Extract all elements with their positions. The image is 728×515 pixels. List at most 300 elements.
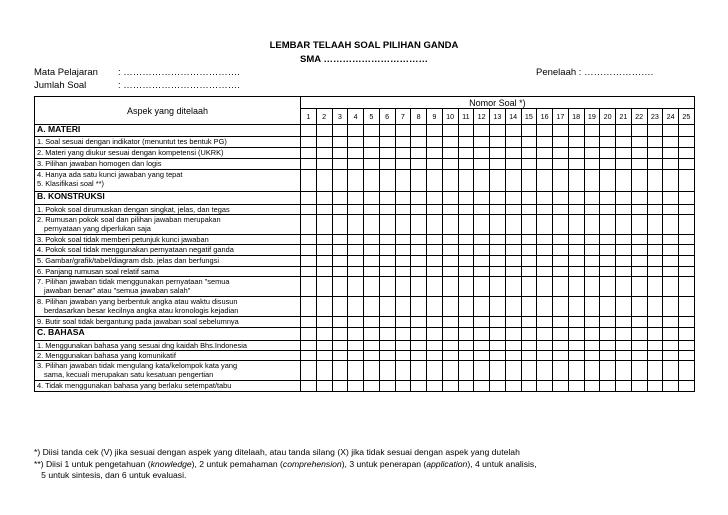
- check-cell[interactable]: [442, 137, 458, 148]
- check-cell[interactable]: [332, 328, 348, 341]
- check-cell[interactable]: [332, 297, 348, 317]
- check-cell[interactable]: [474, 267, 490, 277]
- check-cell[interactable]: [427, 159, 443, 170]
- check-cell[interactable]: [647, 215, 663, 235]
- check-cell[interactable]: [521, 137, 537, 148]
- check-cell[interactable]: [600, 205, 616, 215]
- check-cell[interactable]: [553, 205, 569, 215]
- check-cell[interactable]: [663, 159, 679, 170]
- check-cell[interactable]: [348, 192, 364, 205]
- check-cell[interactable]: [316, 235, 332, 245]
- check-cell[interactable]: [600, 381, 616, 392]
- check-cell[interactable]: [411, 351, 427, 361]
- check-cell[interactable]: [553, 215, 569, 235]
- check-cell[interactable]: [332, 137, 348, 148]
- check-cell[interactable]: [521, 192, 537, 205]
- check-cell[interactable]: [427, 137, 443, 148]
- check-cell[interactable]: [474, 159, 490, 170]
- check-cell[interactable]: [663, 341, 679, 351]
- check-cell[interactable]: [379, 235, 395, 245]
- check-cell[interactable]: [379, 256, 395, 267]
- check-cell[interactable]: [458, 341, 474, 351]
- check-cell[interactable]: [679, 215, 695, 235]
- check-cell[interactable]: [395, 381, 411, 392]
- check-cell[interactable]: [316, 148, 332, 159]
- check-cell[interactable]: [521, 361, 537, 381]
- check-cell[interactable]: [537, 205, 553, 215]
- check-cell[interactable]: [679, 137, 695, 148]
- check-cell[interactable]: [411, 256, 427, 267]
- check-cell[interactable]: [427, 328, 443, 341]
- check-cell[interactable]: [411, 267, 427, 277]
- check-cell[interactable]: [348, 361, 364, 381]
- check-cell[interactable]: [631, 256, 647, 267]
- check-cell[interactable]: [364, 297, 380, 317]
- check-cell[interactable]: [332, 351, 348, 361]
- check-cell[interactable]: [332, 170, 348, 192]
- check-cell[interactable]: [505, 341, 521, 351]
- check-cell[interactable]: [364, 148, 380, 159]
- check-cell[interactable]: [679, 317, 695, 328]
- check-cell[interactable]: [458, 205, 474, 215]
- check-cell[interactable]: [301, 215, 317, 235]
- check-cell[interactable]: [600, 256, 616, 267]
- check-cell[interactable]: [584, 235, 600, 245]
- check-cell[interactable]: [568, 192, 584, 205]
- check-cell[interactable]: [474, 361, 490, 381]
- check-cell[interactable]: [379, 341, 395, 351]
- check-cell[interactable]: [395, 256, 411, 267]
- check-cell[interactable]: [395, 267, 411, 277]
- check-cell[interactable]: [379, 381, 395, 392]
- check-cell[interactable]: [679, 125, 695, 137]
- check-cell[interactable]: [442, 341, 458, 351]
- check-cell[interactable]: [505, 205, 521, 215]
- check-cell[interactable]: [379, 277, 395, 297]
- check-cell[interactable]: [647, 267, 663, 277]
- check-cell[interactable]: [348, 256, 364, 267]
- check-cell[interactable]: [442, 297, 458, 317]
- check-cell[interactable]: [474, 277, 490, 297]
- check-cell[interactable]: [348, 148, 364, 159]
- check-cell[interactable]: [316, 245, 332, 256]
- check-cell[interactable]: [458, 148, 474, 159]
- check-cell[interactable]: [631, 148, 647, 159]
- check-cell[interactable]: [647, 137, 663, 148]
- check-cell[interactable]: [600, 341, 616, 351]
- check-cell[interactable]: [364, 317, 380, 328]
- check-cell[interactable]: [379, 137, 395, 148]
- check-cell[interactable]: [395, 192, 411, 205]
- check-cell[interactable]: [537, 256, 553, 267]
- check-cell[interactable]: [553, 297, 569, 317]
- check-cell[interactable]: [332, 215, 348, 235]
- check-cell[interactable]: [490, 125, 506, 137]
- check-cell[interactable]: [474, 170, 490, 192]
- check-cell[interactable]: [490, 215, 506, 235]
- check-cell[interactable]: [600, 192, 616, 205]
- check-cell[interactable]: [301, 125, 317, 137]
- check-cell[interactable]: [301, 170, 317, 192]
- check-cell[interactable]: [490, 170, 506, 192]
- check-cell[interactable]: [505, 215, 521, 235]
- check-cell[interactable]: [663, 235, 679, 245]
- check-cell[interactable]: [647, 341, 663, 351]
- check-cell[interactable]: [568, 267, 584, 277]
- check-cell[interactable]: [411, 125, 427, 137]
- check-cell[interactable]: [395, 215, 411, 235]
- check-cell[interactable]: [395, 125, 411, 137]
- check-cell[interactable]: [679, 341, 695, 351]
- check-cell[interactable]: [411, 297, 427, 317]
- check-cell[interactable]: [537, 148, 553, 159]
- check-cell[interactable]: [616, 297, 632, 317]
- check-cell[interactable]: [584, 267, 600, 277]
- check-cell[interactable]: [348, 267, 364, 277]
- check-cell[interactable]: [616, 205, 632, 215]
- check-cell[interactable]: [521, 245, 537, 256]
- check-cell[interactable]: [442, 215, 458, 235]
- check-cell[interactable]: [663, 277, 679, 297]
- check-cell[interactable]: [600, 170, 616, 192]
- check-cell[interactable]: [584, 192, 600, 205]
- check-cell[interactable]: [647, 361, 663, 381]
- check-cell[interactable]: [679, 235, 695, 245]
- check-cell[interactable]: [411, 277, 427, 297]
- check-cell[interactable]: [631, 351, 647, 361]
- check-cell[interactable]: [379, 351, 395, 361]
- check-cell[interactable]: [395, 137, 411, 148]
- check-cell[interactable]: [316, 215, 332, 235]
- check-cell[interactable]: [348, 381, 364, 392]
- check-cell[interactable]: [616, 328, 632, 341]
- check-cell[interactable]: [316, 351, 332, 361]
- check-cell[interactable]: [395, 351, 411, 361]
- check-cell[interactable]: [631, 341, 647, 351]
- check-cell[interactable]: [427, 245, 443, 256]
- check-cell[interactable]: [458, 361, 474, 381]
- check-cell[interactable]: [379, 297, 395, 317]
- check-cell[interactable]: [364, 351, 380, 361]
- check-cell[interactable]: [490, 341, 506, 351]
- check-cell[interactable]: [663, 267, 679, 277]
- check-cell[interactable]: [679, 297, 695, 317]
- check-cell[interactable]: [316, 341, 332, 351]
- check-cell[interactable]: [505, 148, 521, 159]
- check-cell[interactable]: [364, 277, 380, 297]
- check-cell[interactable]: [474, 297, 490, 317]
- check-cell[interactable]: [395, 277, 411, 297]
- check-cell[interactable]: [427, 170, 443, 192]
- check-cell[interactable]: [537, 137, 553, 148]
- check-cell[interactable]: [631, 235, 647, 245]
- check-cell[interactable]: [474, 256, 490, 267]
- check-cell[interactable]: [647, 125, 663, 137]
- check-cell[interactable]: [679, 192, 695, 205]
- check-cell[interactable]: [568, 159, 584, 170]
- check-cell[interactable]: [301, 205, 317, 215]
- check-cell[interactable]: [568, 328, 584, 341]
- check-cell[interactable]: [474, 317, 490, 328]
- check-cell[interactable]: [537, 267, 553, 277]
- check-cell[interactable]: [458, 192, 474, 205]
- check-cell[interactable]: [631, 328, 647, 341]
- check-cell[interactable]: [647, 381, 663, 392]
- check-cell[interactable]: [490, 361, 506, 381]
- check-cell[interactable]: [663, 328, 679, 341]
- check-cell[interactable]: [332, 205, 348, 215]
- check-cell[interactable]: [553, 170, 569, 192]
- check-cell[interactable]: [631, 277, 647, 297]
- check-cell[interactable]: [584, 245, 600, 256]
- check-cell[interactable]: [395, 317, 411, 328]
- check-cell[interactable]: [584, 256, 600, 267]
- check-cell[interactable]: [505, 297, 521, 317]
- check-cell[interactable]: [348, 277, 364, 297]
- check-cell[interactable]: [474, 205, 490, 215]
- check-cell[interactable]: [364, 381, 380, 392]
- check-cell[interactable]: [521, 341, 537, 351]
- check-cell[interactable]: [316, 205, 332, 215]
- check-cell[interactable]: [584, 361, 600, 381]
- check-cell[interactable]: [379, 205, 395, 215]
- check-cell[interactable]: [505, 361, 521, 381]
- check-cell[interactable]: [458, 328, 474, 341]
- check-cell[interactable]: [521, 351, 537, 361]
- check-cell[interactable]: [379, 192, 395, 205]
- check-cell[interactable]: [490, 277, 506, 297]
- check-cell[interactable]: [600, 277, 616, 297]
- check-cell[interactable]: [301, 328, 317, 341]
- check-cell[interactable]: [616, 317, 632, 328]
- check-cell[interactable]: [490, 351, 506, 361]
- check-cell[interactable]: [348, 328, 364, 341]
- check-cell[interactable]: [442, 205, 458, 215]
- check-cell[interactable]: [600, 215, 616, 235]
- check-cell[interactable]: [537, 215, 553, 235]
- check-cell[interactable]: [521, 328, 537, 341]
- check-cell[interactable]: [553, 159, 569, 170]
- check-cell[interactable]: [647, 205, 663, 215]
- check-cell[interactable]: [316, 381, 332, 392]
- check-cell[interactable]: [348, 245, 364, 256]
- check-cell[interactable]: [316, 192, 332, 205]
- check-cell[interactable]: [663, 245, 679, 256]
- check-cell[interactable]: [553, 125, 569, 137]
- check-cell[interactable]: [647, 170, 663, 192]
- check-cell[interactable]: [348, 215, 364, 235]
- check-cell[interactable]: [332, 361, 348, 381]
- check-cell[interactable]: [679, 148, 695, 159]
- check-cell[interactable]: [584, 341, 600, 351]
- check-cell[interactable]: [395, 235, 411, 245]
- check-cell[interactable]: [600, 317, 616, 328]
- check-cell[interactable]: [411, 235, 427, 245]
- check-cell[interactable]: [490, 148, 506, 159]
- check-cell[interactable]: [663, 317, 679, 328]
- check-cell[interactable]: [679, 256, 695, 267]
- check-cell[interactable]: [553, 328, 569, 341]
- check-cell[interactable]: [364, 215, 380, 235]
- check-cell[interactable]: [521, 159, 537, 170]
- check-cell[interactable]: [663, 215, 679, 235]
- check-cell[interactable]: [458, 245, 474, 256]
- check-cell[interactable]: [316, 159, 332, 170]
- check-cell[interactable]: [584, 205, 600, 215]
- check-cell[interactable]: [301, 137, 317, 148]
- check-cell[interactable]: [600, 297, 616, 317]
- check-cell[interactable]: [395, 205, 411, 215]
- check-cell[interactable]: [663, 148, 679, 159]
- check-cell[interactable]: [458, 125, 474, 137]
- check-cell[interactable]: [568, 148, 584, 159]
- check-cell[interactable]: [600, 125, 616, 137]
- check-cell[interactable]: [647, 235, 663, 245]
- check-cell[interactable]: [458, 277, 474, 297]
- check-cell[interactable]: [584, 351, 600, 361]
- check-cell[interactable]: [521, 205, 537, 215]
- check-cell[interactable]: [348, 341, 364, 351]
- check-cell[interactable]: [631, 170, 647, 192]
- check-cell[interactable]: [616, 245, 632, 256]
- check-cell[interactable]: [663, 192, 679, 205]
- check-cell[interactable]: [616, 137, 632, 148]
- check-cell[interactable]: [395, 170, 411, 192]
- check-cell[interactable]: [600, 235, 616, 245]
- check-cell[interactable]: [663, 205, 679, 215]
- check-cell[interactable]: [348, 137, 364, 148]
- check-cell[interactable]: [379, 361, 395, 381]
- check-cell[interactable]: [537, 328, 553, 341]
- check-cell[interactable]: [679, 159, 695, 170]
- check-cell[interactable]: [474, 192, 490, 205]
- check-cell[interactable]: [395, 159, 411, 170]
- check-cell[interactable]: [631, 245, 647, 256]
- check-cell[interactable]: [411, 148, 427, 159]
- check-cell[interactable]: [332, 256, 348, 267]
- check-cell[interactable]: [616, 341, 632, 351]
- check-cell[interactable]: [616, 235, 632, 245]
- check-cell[interactable]: [301, 361, 317, 381]
- check-cell[interactable]: [458, 235, 474, 245]
- check-cell[interactable]: [442, 351, 458, 361]
- check-cell[interactable]: [553, 256, 569, 267]
- check-cell[interactable]: [442, 328, 458, 341]
- check-cell[interactable]: [332, 341, 348, 351]
- check-cell[interactable]: [316, 256, 332, 267]
- check-cell[interactable]: [474, 381, 490, 392]
- check-cell[interactable]: [616, 215, 632, 235]
- check-cell[interactable]: [490, 317, 506, 328]
- check-cell[interactable]: [348, 297, 364, 317]
- check-cell[interactable]: [663, 256, 679, 267]
- check-cell[interactable]: [553, 351, 569, 361]
- check-cell[interactable]: [427, 381, 443, 392]
- check-cell[interactable]: [490, 245, 506, 256]
- check-cell[interactable]: [505, 381, 521, 392]
- check-cell[interactable]: [647, 192, 663, 205]
- check-cell[interactable]: [364, 361, 380, 381]
- check-cell[interactable]: [537, 361, 553, 381]
- check-cell[interactable]: [537, 277, 553, 297]
- check-cell[interactable]: [348, 317, 364, 328]
- check-cell[interactable]: [616, 148, 632, 159]
- check-cell[interactable]: [490, 159, 506, 170]
- check-cell[interactable]: [442, 125, 458, 137]
- check-cell[interactable]: [442, 277, 458, 297]
- check-cell[interactable]: [505, 267, 521, 277]
- check-cell[interactable]: [505, 328, 521, 341]
- check-cell[interactable]: [537, 341, 553, 351]
- check-cell[interactable]: [379, 125, 395, 137]
- check-cell[interactable]: [442, 245, 458, 256]
- check-cell[interactable]: [616, 277, 632, 297]
- check-cell[interactable]: [411, 192, 427, 205]
- check-cell[interactable]: [584, 297, 600, 317]
- check-cell[interactable]: [663, 351, 679, 361]
- check-cell[interactable]: [427, 148, 443, 159]
- check-cell[interactable]: [379, 148, 395, 159]
- check-cell[interactable]: [348, 351, 364, 361]
- check-cell[interactable]: [301, 267, 317, 277]
- check-cell[interactable]: [600, 267, 616, 277]
- check-cell[interactable]: [568, 341, 584, 351]
- check-cell[interactable]: [490, 235, 506, 245]
- check-cell[interactable]: [553, 277, 569, 297]
- check-cell[interactable]: [490, 205, 506, 215]
- check-cell[interactable]: [348, 125, 364, 137]
- check-cell[interactable]: [584, 277, 600, 297]
- check-cell[interactable]: [505, 125, 521, 137]
- check-cell[interactable]: [616, 256, 632, 267]
- check-cell[interactable]: [616, 381, 632, 392]
- check-cell[interactable]: [553, 341, 569, 351]
- check-cell[interactable]: [316, 277, 332, 297]
- check-cell[interactable]: [411, 328, 427, 341]
- check-cell[interactable]: [490, 267, 506, 277]
- check-cell[interactable]: [553, 235, 569, 245]
- check-cell[interactable]: [553, 361, 569, 381]
- check-cell[interactable]: [411, 381, 427, 392]
- check-cell[interactable]: [301, 317, 317, 328]
- check-cell[interactable]: [427, 297, 443, 317]
- check-cell[interactable]: [679, 351, 695, 361]
- check-cell[interactable]: [395, 328, 411, 341]
- check-cell[interactable]: [411, 137, 427, 148]
- check-cell[interactable]: [584, 159, 600, 170]
- check-cell[interactable]: [442, 256, 458, 267]
- check-cell[interactable]: [631, 297, 647, 317]
- check-cell[interactable]: [411, 361, 427, 381]
- check-cell[interactable]: [616, 351, 632, 361]
- check-cell[interactable]: [427, 351, 443, 361]
- check-cell[interactable]: [364, 256, 380, 267]
- check-cell[interactable]: [568, 351, 584, 361]
- check-cell[interactable]: [584, 148, 600, 159]
- check-cell[interactable]: [490, 256, 506, 267]
- check-cell[interactable]: [600, 245, 616, 256]
- check-cell[interactable]: [458, 256, 474, 267]
- check-cell[interactable]: [348, 159, 364, 170]
- check-cell[interactable]: [442, 170, 458, 192]
- check-cell[interactable]: [316, 125, 332, 137]
- check-cell[interactable]: [647, 328, 663, 341]
- check-cell[interactable]: [332, 277, 348, 297]
- check-cell[interactable]: [568, 137, 584, 148]
- check-cell[interactable]: [537, 125, 553, 137]
- check-cell[interactable]: [316, 328, 332, 341]
- check-cell[interactable]: [631, 215, 647, 235]
